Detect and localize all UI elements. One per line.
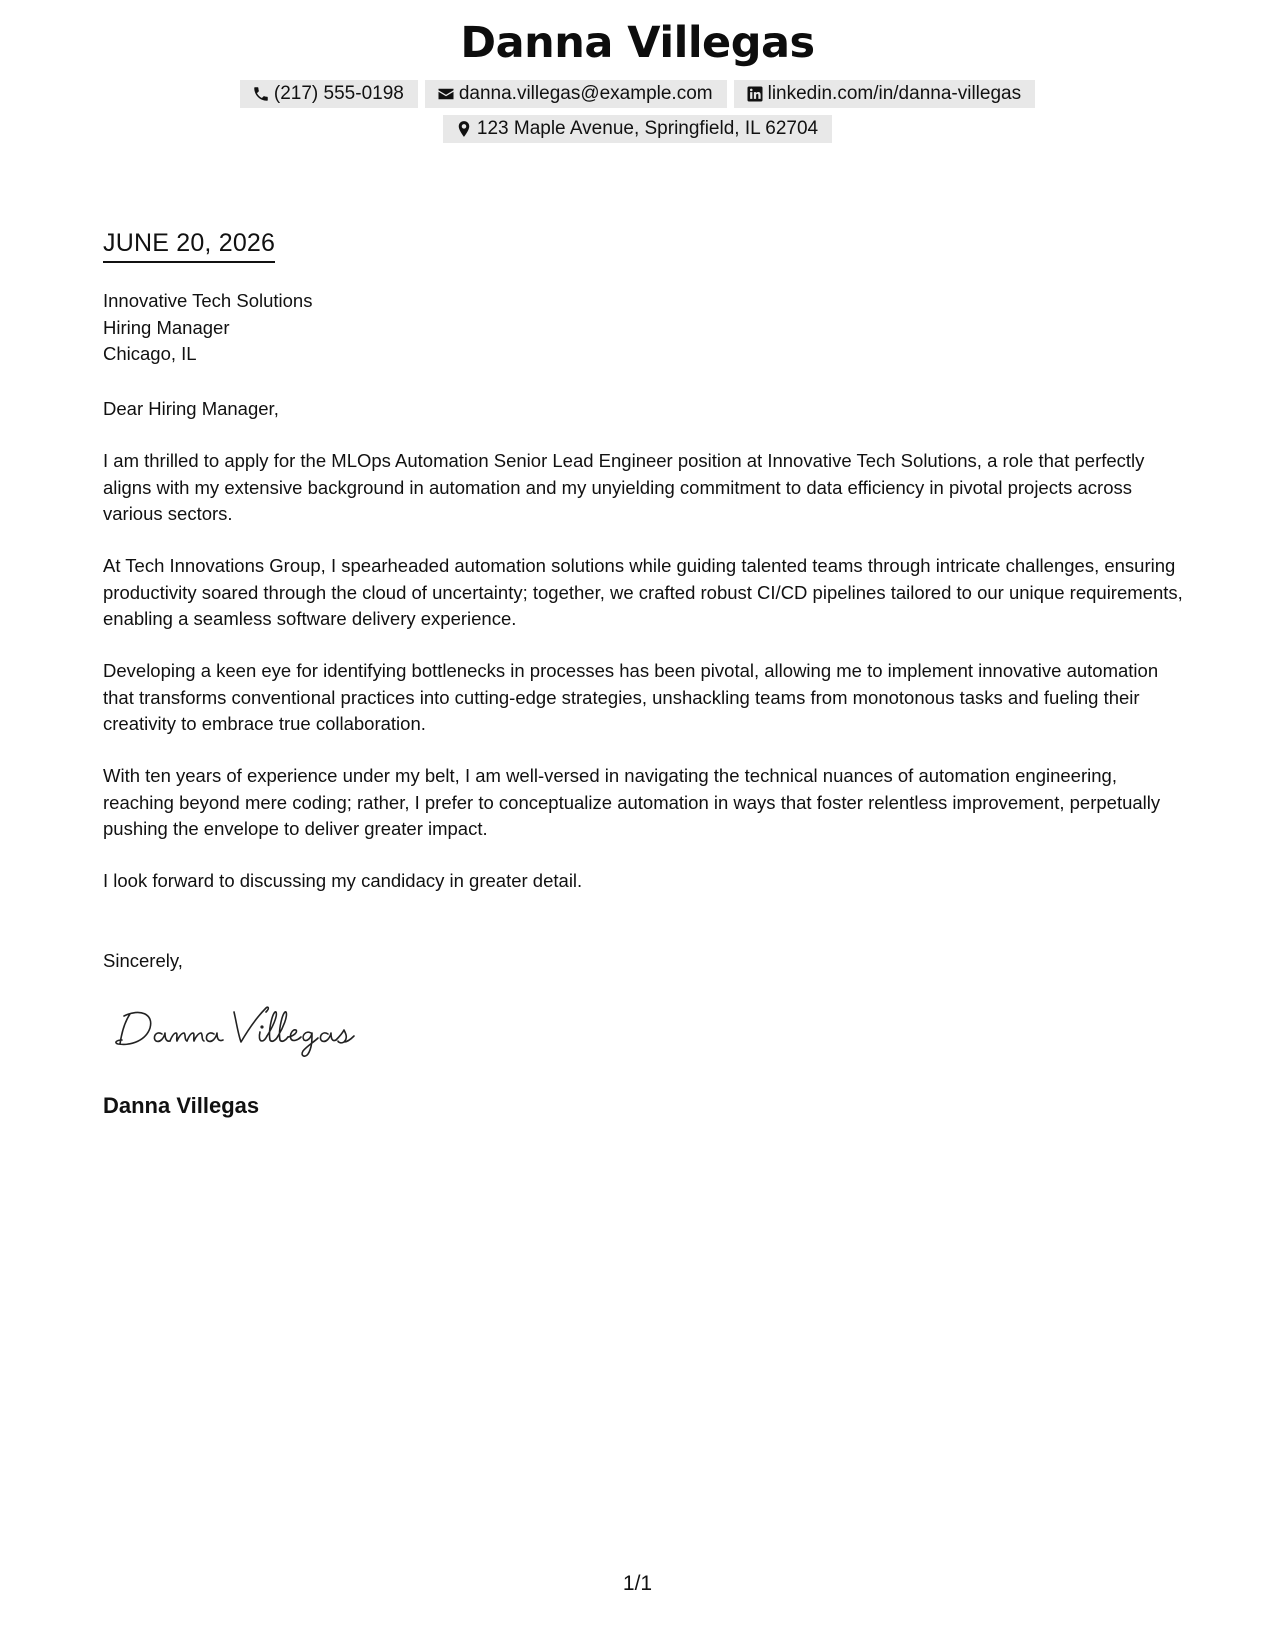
recipient-location: Chicago, IL: [103, 343, 197, 364]
signed-name: Danna Villegas: [103, 1093, 260, 1118]
contact-email[interactable]: [425, 80, 727, 108]
recipient-company: Innovative Tech Solutions: [103, 290, 313, 311]
body-paragraph-4: With ten years of experience under my belt, I am well-versed in navigating the technical nuances of automation engineering, reaching beyond mere coding; rather, I prefer to conceptualize automation in ways that foster relentless improvement, perpetually pushing the envelope to deliver greater impact.: [103, 765, 1161, 839]
contact-address: [443, 115, 832, 143]
closing-line: I look forward to discussing my candidacy in greater detail.: [103, 870, 583, 891]
address-text: 123 Maple Avenue, Springfield, IL 62704: [476, 118, 819, 139]
letter-date: JUNE 20, 2026: [103, 229, 275, 263]
signoff: Sincerely,: [103, 950, 183, 971]
envelope-icon: [437, 85, 455, 103]
phone-icon: [252, 85, 270, 103]
contact-row-address: [0, 115, 1275, 143]
contact-phone[interactable]: [240, 80, 418, 108]
body-paragraph-2: At Tech Innovations Group, I spearheaded automation solutions while guiding talented teams through intricate challenges, ensuring productivity soared through the cloud of uncertainty; together, we crafted robust CI/CD pipelines tailored to our unique requirements, enabling a seamless software delivery experience.: [103, 555, 1183, 629]
linkedin-icon: [746, 85, 764, 103]
salutation: Dear Hiring Manager,: [103, 398, 279, 419]
email-text: danna.villegas@example.com: [458, 83, 713, 104]
body-paragraph-3: Developing a keen eye for identifying bottlenecks in processes has been pivotal, allowing me to implement innovative automation that transforms conventional practices into cutting-edge strategies, unshackling teams from monotonous tasks and fueling their creativity to embrace true collaboration.: [103, 660, 1159, 734]
handwritten-signature: [110, 1000, 360, 1060]
map-pin-icon: [455, 120, 473, 138]
contact-row: [0, 80, 1275, 108]
linkedin-text: linkedin.com/in/danna-villegas: [767, 83, 1022, 104]
page-number: 1/1: [622, 1572, 653, 1595]
contact-linkedin[interactable]: [734, 80, 1035, 108]
phone-text: (217) 555-0198: [273, 83, 404, 104]
recipient-block: [103, 288, 312, 368]
header-name: Danna Villegas: [460, 18, 815, 68]
recipient-title: Hiring Manager: [103, 316, 230, 338]
body-paragraph-1: I am thrilled to apply for the MLOps Automation Senior Lead Engineer position at Innovative Tech Solutions, a role that perfectly aligns with my extensive background in automation and my unyielding commitment to data efficiency in pivotal projects across various sectors.: [103, 450, 1145, 524]
